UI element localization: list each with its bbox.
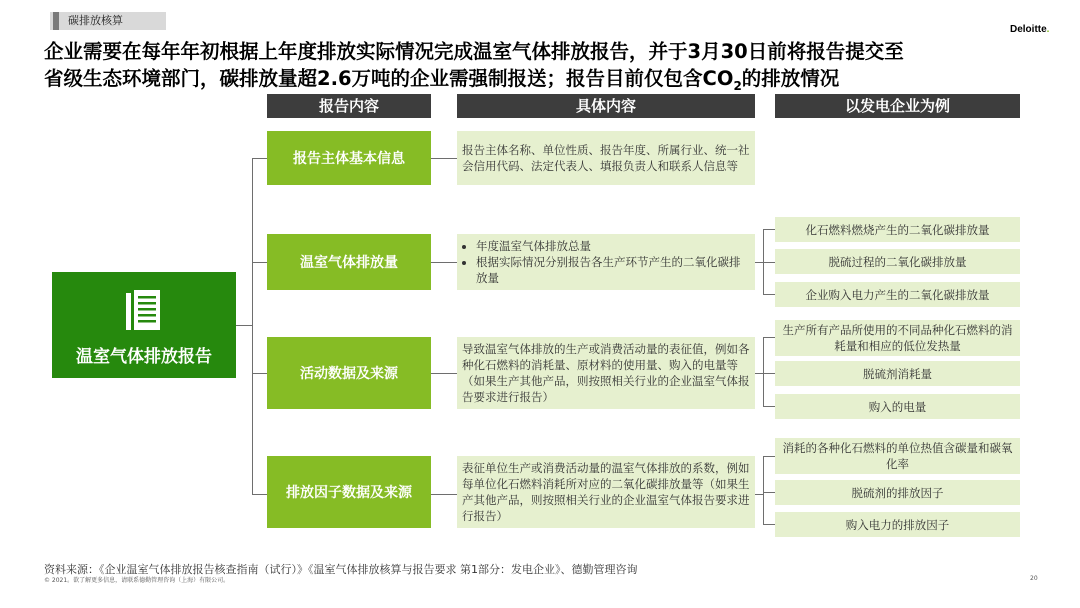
source-note: 资料来源：《企业温室气体排放报告核查指南（试行）》《温室气体排放核算与报告要求 第1部分：发电企业》、德勤管理咨询 xyxy=(44,563,638,576)
column-header-example: 以发电企业为例 xyxy=(775,94,1020,118)
detail-emissions xyxy=(457,234,755,290)
connector-ex-3-b xyxy=(763,373,775,374)
connector-detail-4 xyxy=(431,494,457,495)
connector-ex-3-a xyxy=(763,337,775,338)
item-basic-info: 报告主体基本信息 xyxy=(267,131,431,185)
example-2-2: 脱硫过程的二氧化碳排放量 xyxy=(775,249,1020,274)
section-tag-label: 碳排放核算 xyxy=(68,14,123,27)
connector-item-1 xyxy=(252,158,267,159)
example-3-2: 脱硫剂消耗量 xyxy=(775,361,1020,386)
example-2-1: 化石燃料燃烧产生的二氧化碳排放量 xyxy=(775,217,1020,242)
item-emissions: 温室气体排放量 xyxy=(267,234,431,290)
connector-ex-2-b xyxy=(763,262,775,263)
connector-item-4 xyxy=(252,494,267,495)
example-4-2: 脱硫剂的排放因子 xyxy=(775,480,1020,505)
detail-basic-info: 报告主体名称、单位性质、报告年度、所属行业、统一社会信用代码、法定代表人、填报负责人和联系人信息等 xyxy=(457,131,755,185)
bullet-by-process: • 根据实际情况分别报告各生产环节产生的二氧化碳排放量 xyxy=(476,254,750,286)
connector-ex-4-trunk xyxy=(763,456,764,524)
deloitte-logo: Deloitte. xyxy=(1010,24,1050,35)
page-title xyxy=(44,38,1034,92)
example-3-3: 购入的电量 xyxy=(775,394,1020,419)
title-line-1: 企业需要在每年年初根据上年度排放实际情况完成温室气体排放报告，并于3月30日前将报告提交至 xyxy=(44,40,904,63)
connector-ex-2-a xyxy=(763,229,775,230)
main-node-report xyxy=(52,272,236,378)
connector-main xyxy=(236,325,252,326)
example-4-1: 消耗的各种化石燃料的单位热值含碳量和碳氧化率 xyxy=(775,438,1020,474)
connector-ex-3-trunk xyxy=(763,337,764,406)
connector-item-2 xyxy=(252,262,267,263)
section-tag-bar xyxy=(53,12,59,30)
emissions-bullets xyxy=(462,238,750,286)
detail-emission-factor: 表征单位生产或消费活动量的温室气体排放的系数，例如每单位化石燃料消耗所对应的二氧化碳排放量等（如果生产其他产品，则按照相关行业的企业温室气体报告要求进行报告） xyxy=(457,456,755,528)
item-activity-data: 活动数据及来源 xyxy=(267,337,431,409)
section-tag xyxy=(50,12,166,30)
connector-ex-4 xyxy=(755,494,763,495)
bullet-total: • 年度温室气体排放总量 xyxy=(476,238,750,254)
detail-activity-data: 导致温室气体排放的生产或消费活动量的表征值，例如各种化石燃料的消耗量、原材料的使用量、购入的电量等（如果生产其他产品，则按照相关行业的企业温室气体报告要求进行报告） xyxy=(457,337,755,409)
example-4-3: 购入电力的排放因子 xyxy=(775,512,1020,537)
item-emission-factor: 排放因子数据及来源 xyxy=(267,456,431,528)
connector-ex-2-c xyxy=(763,294,775,295)
connector-ex-4-a xyxy=(763,456,775,457)
document-icon xyxy=(126,290,160,330)
connector-ex-3 xyxy=(755,373,763,374)
column-header-report-content: 报告内容 xyxy=(267,94,431,118)
column-header-details: 具体内容 xyxy=(457,94,755,118)
connector-detail-1 xyxy=(431,158,457,159)
connector-item-3 xyxy=(252,373,267,374)
connector-ex-3-c xyxy=(763,406,775,407)
connector-ex-4-c xyxy=(763,524,775,525)
connector-detail-3 xyxy=(431,373,457,374)
page-number: 20 xyxy=(1030,575,1038,582)
connector-detail-2 xyxy=(431,262,457,263)
example-3-1: 生产所有产品所使用的不同品种化石燃料的消耗量和相应的低位发热量 xyxy=(775,320,1020,356)
main-node-label: 温室气体排放报告 xyxy=(76,347,212,367)
connector-ex-4-b xyxy=(763,492,775,493)
copyright: © 2021。欲了解更多信息，请联系德勤管理咨询（上海）有限公司。 xyxy=(44,577,230,584)
title-line-2: 省级生态环境部门，碳排放量超2.6万吨的企业需强制报送；报告目前仅包含$CO_2$的排放情况 xyxy=(44,67,840,93)
connector-ex-2 xyxy=(755,262,763,263)
example-2-3: 企业购入电力产生的二氧化碳排放量 xyxy=(775,282,1020,307)
connector-trunk xyxy=(252,158,253,494)
